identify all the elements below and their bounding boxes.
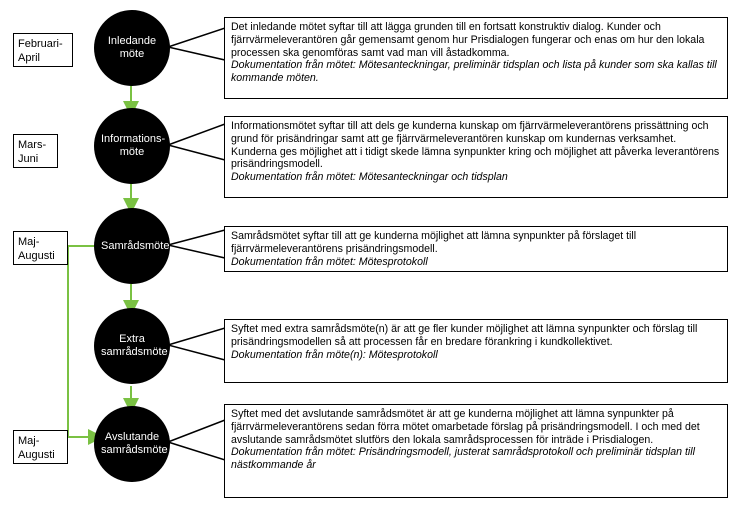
meeting-node-label: Informations-möte: [101, 133, 166, 158]
meeting-description-text: Informationsmötet syftar till att dels ge kunderna kunskap om fjärrvärmeleverantörens prissättning och grund för prisändringar samt att ge fjärrvärmeleverantören kunskap om kundernas verksamhet. Kunderna ges möjlighet att i tidigt skede lämna synpunkter kring och möjlighet att påverka leverantörens prisändringsmodell.: [231, 120, 720, 171]
meeting-documentation-text: Dokumentation från mötet: Mötesanteckningar, preliminär tidsplan och lista på kunder som ska kallas till kommande möten.: [231, 59, 717, 85]
meeting-documentation-text: Dokumentation från mötet: Mötesanteckningar och tidsplan: [231, 171, 508, 184]
meeting-node-inledande: [94, 10, 170, 86]
period-box-februari-april: Februari-April: [13, 33, 73, 67]
meeting-description-text: Det inledande mötet syftar till att lägga grunden till en fortsatt konstruktiv dialog. Kunder och fjärrvärmeleverantören går gemensamt genom hur Prisdialogen fungerar och enas om hur den lokala processen ska genomföras samt vad man vill åstadkomma.: [231, 21, 705, 59]
meeting-node-extra-samrad: [94, 308, 170, 384]
meeting-documentation-text: Dokumentation från möte(n): Mötesprotokoll: [231, 348, 438, 361]
meeting-node-label: Inledande möte: [107, 35, 157, 60]
meeting-node-label: Samrådsmöte: [101, 239, 170, 252]
callout-pointer-3: [168, 230, 225, 258]
meeting-description-text: Syftet med det avslutande samrådsmötet är att ge kunderna möjlighet att lämna synpunkter på fjärrvärmeleverantörens sedan förra mötet omarbetade förslag på prisändringsmodell. I och med det avslutande samrådsmötet slutförs den lokala samrådsprocessen för inträde i Prisdialogen.: [231, 408, 700, 446]
callout-pointer-1: [168, 28, 225, 60]
callout-pointer-4: [168, 328, 225, 360]
meeting-node-label: Avslutande samrådsmöte: [101, 431, 168, 456]
callout-pointer-2: [168, 124, 225, 160]
meeting-documentation-text: Dokumentation från mötet: Prisändringsmodell, justerat samrådsprotokoll och preliminär tidsplan till nästkommande år: [231, 446, 695, 472]
meeting-node-samrad: [94, 208, 170, 284]
meeting-description-informations: [224, 116, 728, 198]
meeting-description-samrad: [224, 226, 728, 272]
period-box-maj-augusti-2: Maj-Augusti: [13, 430, 68, 464]
meeting-description-inledande: [224, 17, 728, 99]
meeting-node-avslutande: [94, 406, 170, 482]
meeting-description-text: Syftet med extra samrådsmöte(n) är att ge fler kunder möjlighet att lämna synpunkter och förslag till prisändringsmodellen så att processen får en bredare förankring i kundkollektivet.: [231, 323, 698, 348]
period-box-mars-juni: Mars-Juni: [13, 134, 58, 168]
meeting-node-informations: [94, 108, 170, 184]
meeting-description-text: Samrådsmötet syftar till att ge kunderna möjlighet att lämna synpunkter på förslaget till fjärrvärmeleverantörens prisändringsmodell.: [231, 230, 637, 255]
meeting-node-label: Extra samrådsmöte: [101, 333, 168, 358]
meeting-description-avslutande: [224, 404, 728, 498]
meeting-description-extra-samrad: [224, 319, 728, 383]
period-box-maj-augusti-1: Maj-Augusti: [13, 231, 68, 265]
callout-pointer-5: [168, 420, 225, 460]
meeting-documentation-text: Dokumentation från mötet: Mötesprotokoll: [231, 255, 428, 268]
